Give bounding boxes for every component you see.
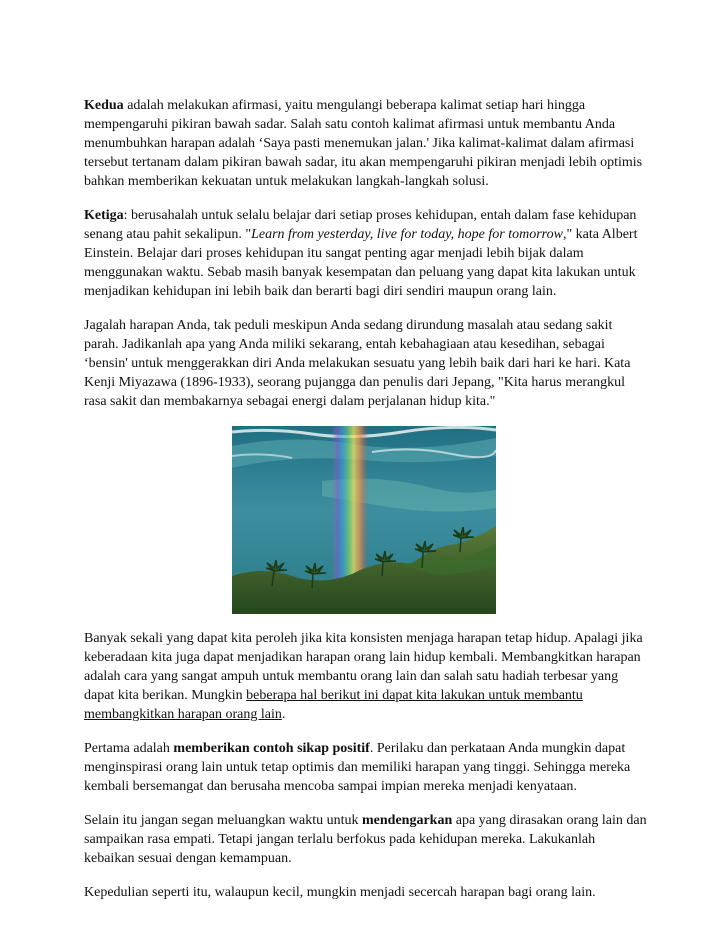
text-pertama-before: Pertama adalah [84,741,174,756]
text-selain-after: apa yang dirasakan orang lain dan sampaikan rasa empati. Tetapi jangan terlalu berfokus pada kehidupan mereka. Lakukanlah kebaikan sesuai dengan kemampuan. [84,813,647,866]
bold-sikap-positif: memberikan contoh sikap positif [173,741,370,756]
text-banyak: Banyak sekali yang dapat kita peroleh jika kita konsisten menjaga harapan tetap hidup. Apalagi jika keberadaan kita juga dapat menjadikan harapan orang lain hidup kembali. Membangkitkan harapan adalah cara yang sangat ampuh untuk membantu orang lain dan salah satu hadiah terbesar yang dapat kita berikan. Mungkin [84,631,643,703]
paragraph-pertama [84,739,648,796]
text-ketiga-before: : berusahalah untuk selalu belajar dari setiap proses kehidupan, entah dalam fase kehidupan senang atau pahit sekalipun. " [84,208,637,242]
paragraph-jagalah: Jagalah harapan Anda, tak peduli meskipun Anda sedang dirundung masalah atau sedang sakit parah. Jadikanlah apa yang Anda miliki sekarang, entah kebahagiaan atau kesedihan, sebagai ‘bensin' untuk menggerakkan diri Anda melakukan sesuatu yang lebih baik dari hari ke hari. Kata Kenji Miyazawa (1896-1933), seorang pujangga dan penulis dari Jepang, "Kita harus merangkul rasa sakit dan membakarnya sebagai energi dalam perjalanan hidup kita." [84,318,631,409]
paragraph-kedua [84,96,648,191]
einstein-quote: Learn from yesterday, live for today, hope for tomorrow [251,227,563,242]
document-body [84,96,648,917]
text-ketiga-after: ," kata Albert Einstein. Belajar dari proses kehidupan itu sangat penting agar menjadi lebih bijak dalam menggunakan waktu. Sebab masih banyak kesempatan dan peluang yang dapat kita lakukan untuk menjadikan kehidupan ini lebih baik dan berarti bagi diri sendiri maupun orang lain. [84,227,638,299]
paragraph-banyak [84,629,648,724]
bold-mendengarkan: mendengarkan [362,813,453,828]
text-pertama-after: . Perilaku dan perkataan Anda mungkin dapat menginspirasi orang lain untuk tetap optimis dan memiliki harapan yang tinggi. Sehingga mereka kembali bersemangat dan berusaha mencoba sampai impian mereka menjadi kenyataan. [84,741,631,794]
lead-kedua: Kedua [84,98,124,113]
text-banyak-end: . [281,707,286,722]
rainbow-ocean-photo [232,426,496,614]
paragraph-kepedulian: Kepedulian seperti itu, walaupun kecil, mungkin menjadi secercah harapan bagi orang lain. [84,885,596,900]
paragraph-selain [84,811,648,868]
lead-ketiga: Ketiga [84,208,124,223]
text-selain-before: Selain itu jangan segan meluangkan waktu untuk [84,813,362,828]
underlined-phrase[interactable]: beberapa hal berikut ini dapat kita lakukan untuk membantu membangkitkan harapan orang lain [84,688,583,722]
text-kedua: adalah melakukan afirmasi, yaitu mengulangi beberapa kalimat setiap hari hingga mempengaruhi pikiran bawah sadar. Salah satu contoh kalimat afirmasi untuk membantu Anda menumbuhkan harapan adalah ‘Saya pasti menemukan jalan.' Jika kalimat-kalimat dalam afirmasi tersebut tertanam dalam pikiran bawah sadar, itu akan mempengaruhi pikiran menjadi lebih optimis bahkan memberikan kekuatan untuk melakukan langkah-langkah solusi. [84,98,643,189]
paragraph-ketiga [84,206,648,301]
